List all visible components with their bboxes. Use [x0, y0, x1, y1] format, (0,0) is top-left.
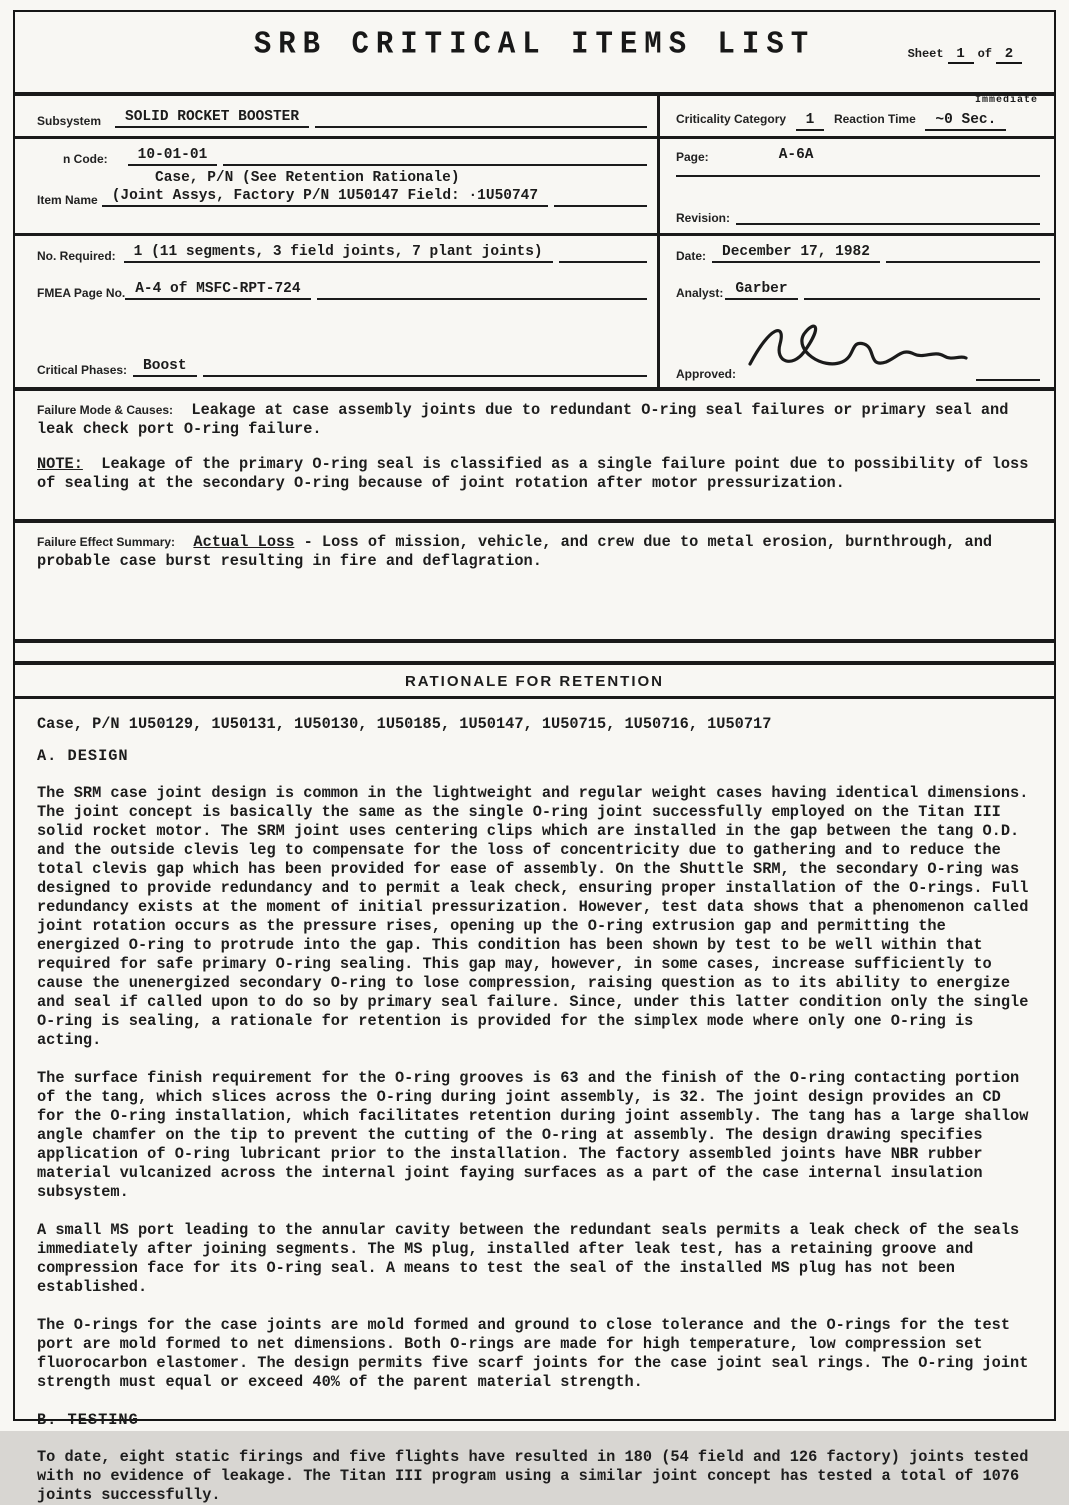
date-value: December 17, 1982	[712, 244, 880, 263]
rationale-body	[15, 699, 1054, 1505]
revision-label: Revision:	[676, 211, 731, 225]
no-required-label: No. Required:	[37, 249, 116, 263]
critical-phases-value: Boost	[133, 358, 197, 377]
of-label: of	[977, 47, 992, 61]
failure-mode-body: Leakage at case assembly joints due to redundant O-ring seal failures or primary seal and leak check port O-ring failure.	[37, 401, 1009, 438]
date-field	[657, 236, 1054, 267]
criticality-field	[657, 96, 1054, 136]
form-row-required	[15, 236, 1054, 267]
item-name-line2: (Joint Assys, Factory P/N 1U50147 Field: ·1U50747	[102, 188, 548, 207]
fmea-label: FMEA Page No.	[37, 286, 126, 300]
subsystem-label: Subsystem	[37, 114, 102, 128]
form-row-subsystem	[15, 96, 1054, 139]
page-ruled-line	[676, 173, 1040, 177]
sheet-number-value: 1	[948, 46, 974, 64]
no-required-field	[15, 236, 657, 267]
approved-ruled-line	[976, 364, 1040, 381]
revision-line	[676, 208, 1040, 225]
form-row-phases	[15, 304, 1054, 387]
divider-gap	[15, 643, 1054, 661]
item-name-label: Item Name	[37, 193, 98, 207]
design-paragraph-4: The O-rings for the case joints are mold formed and ground to close tolerance and the O-rings for the test port are mold formed to net dimensions. Both O-rings are made for high temperature, low compression set fluorocarbon elastomer. The design permits five scarf joints for the case joint seal rings. The O-ring joint strength must equal or exceed 40% of the parent material strength.	[37, 1316, 1029, 1391]
no-required-value: 1 (11 segments, 3 field joints, 7 plant joints)	[124, 244, 553, 263]
code-label: n Code:	[63, 152, 108, 166]
form-row-fmea	[15, 267, 1054, 304]
case-part-numbers: Case, P/N 1U50129, 1U50131, 1U50130, 1U50185, 1U50147, 1U50715, 1U50716, 1U50717	[37, 715, 772, 733]
sheet-number	[908, 46, 1026, 64]
title-row	[15, 12, 1054, 92]
failure-effect-section	[15, 523, 1054, 639]
failure-mode-note	[37, 455, 1032, 493]
section-a-heading: A. DESIGN	[37, 747, 129, 765]
criticality-label: Criticality Category	[676, 112, 787, 126]
failure-effect-text	[37, 533, 1032, 571]
analyst-value: Garber	[725, 281, 797, 300]
page-revision-field	[657, 139, 1054, 233]
criticality-value: 1	[796, 112, 825, 131]
subsystem-value: SOLID ROCKET BOOSTER	[115, 109, 309, 128]
code-ruled-line	[223, 149, 647, 166]
date-ruled-line	[886, 246, 1040, 263]
failure-effect-label: Failure Effect Summary:	[37, 535, 176, 549]
approved-label: Approved:	[676, 367, 736, 381]
page-title: SRB CRITICAL ITEMS LIST	[253, 26, 816, 63]
critical-phases-label: Critical Phases:	[37, 363, 128, 377]
date-label: Date:	[676, 249, 707, 263]
analyst-field	[657, 267, 1054, 304]
code-line	[37, 147, 647, 166]
item-name-line2-row	[37, 188, 647, 207]
analyst-label: Analyst:	[676, 286, 724, 300]
fmea-field	[15, 267, 657, 304]
failure-mode-text	[37, 401, 1032, 439]
critical-phases-field	[15, 304, 657, 387]
reaction-time-label: Reaction Time	[833, 112, 916, 126]
sheet-total-value: 2	[996, 46, 1022, 64]
subsystem-field	[15, 96, 657, 136]
form-row-item	[15, 139, 1054, 236]
fmea-value: A-4 of MSFC-RPT-724	[125, 281, 310, 300]
page-value: A-6A	[778, 147, 814, 163]
reaction-time-stamp: Immediate	[974, 95, 1038, 106]
approved-field	[657, 304, 1054, 387]
sheet-label: Sheet	[907, 47, 944, 61]
code-value: 10-01-01	[128, 147, 218, 166]
page-label: Page:	[676, 150, 709, 164]
design-paragraph-3: A small MS port leading to the annular cavity between the redundant seals permits a leak check of the seals immediately after joining segments. The MS plug, installed after leak test, has a retaining groove and compression face for its O-ring seal. A means to test the seal of the installed MS plug has not been established.	[37, 1221, 1020, 1296]
fmea-ruled-line	[317, 283, 647, 300]
page-line	[676, 147, 1040, 164]
failure-effect-highlight: Actual Loss	[193, 533, 295, 551]
note-body: Leakage of the primary O-ring seal is classified as a single failure point due to possibility of loss of sealing at the secondary O-ring because of joint rotation after motor pressurization.	[37, 455, 1029, 492]
page-border-frame	[13, 10, 1056, 1504]
item-name-ruled-line	[554, 190, 647, 207]
design-paragraph-2: The surface finish requirement for the O-ring grooves is 63 and the finish of the O-ring contacting portion of the tang, which slices across the O-ring during joint assembly, is 32. The joint design provides an CD for the O-ring installation, which facilitates retention during joint assembly. The tang has a large shallow angle chamfer on the tip to prevent the cutting of the O-ring at assembly. The design drawing specifies application of O-ring lubricant prior to the installation. The factory assembled joints have NBR rubber material vulcanized across the internal joint faying surfaces as a part of the case internal insulation subsystem.	[37, 1069, 1029, 1201]
note-label: NOTE:	[37, 455, 83, 473]
analyst-ruled-line	[804, 283, 1040, 300]
no-required-ruled-line	[559, 246, 647, 263]
design-paragraph-1: The SRM case joint design is common in the lightweight and regular weight cases having identical dimensions. The joint concept is basically the same as the single O-ring joint successfully employed on the Titan III solid rocket motor. The SRM joint uses centering clips which are installed in the gap between the tang O.D. and the outside clevis leg to compensate for the loss of concentricity due to gathering and to reduce the total clevis gap which has been provided for ease of assembly. On the Shuttle SRM, the secondary O-ring was designed to provide redundancy and to permit a leak check, ensuring proper installation of the O-rings. Full redundancy exists at the moment of initial pressurization. However, test data shows that a phenomenon called joint rotation occurs as the pressure rises, opening up the O-ring extrusion gap and permitting the energized O-ring to protrude into the gap. This condition has been shown by test to be well within that required for safe primary O-ring sealing. This gap may, however, in some cases, increase sufficiently to cause the unenergized secondary O-ring to lose compression, raising question as to its ability to energize and seal if called upon to do so by primary seal failure. Since, under this latter condition only the single O-ring is sealing, a rationale for retention is provided for the simplex mode where only one O-ring is acting.	[37, 784, 1029, 1049]
item-name-line1: Case, P/N (See Retention Rationale)	[155, 170, 460, 186]
failure-mode-label: Failure Mode & Causes:	[37, 403, 174, 417]
rationale-header: RATIONALE FOR RETENTION	[15, 665, 1054, 699]
form-header-box	[15, 92, 1054, 391]
item-field	[15, 139, 657, 233]
subsystem-ruled-line	[315, 111, 647, 128]
revision-ruled-line	[736, 208, 1040, 225]
failure-effect-body: - Loss of mission, vehicle, and crew due to metal erosion, burnthrough, and probable case burst resulting in fire and deflagration.	[37, 533, 993, 570]
testing-paragraph-1: To date, eight static firings and five flights have resulted in 180 (54 field and 126 factory) joints tested with no evidence of leakage. The Titan III program using a similar joint concept has tested a total of 1076 joints successfully.	[37, 1448, 1029, 1504]
approval-signature	[740, 320, 970, 381]
critical-phases-ruled-line	[203, 360, 647, 377]
failure-mode-section	[15, 391, 1054, 519]
section-b-heading: B. TESTING	[37, 1411, 139, 1429]
reaction-time-value: ~0 Sec.	[925, 112, 1006, 131]
